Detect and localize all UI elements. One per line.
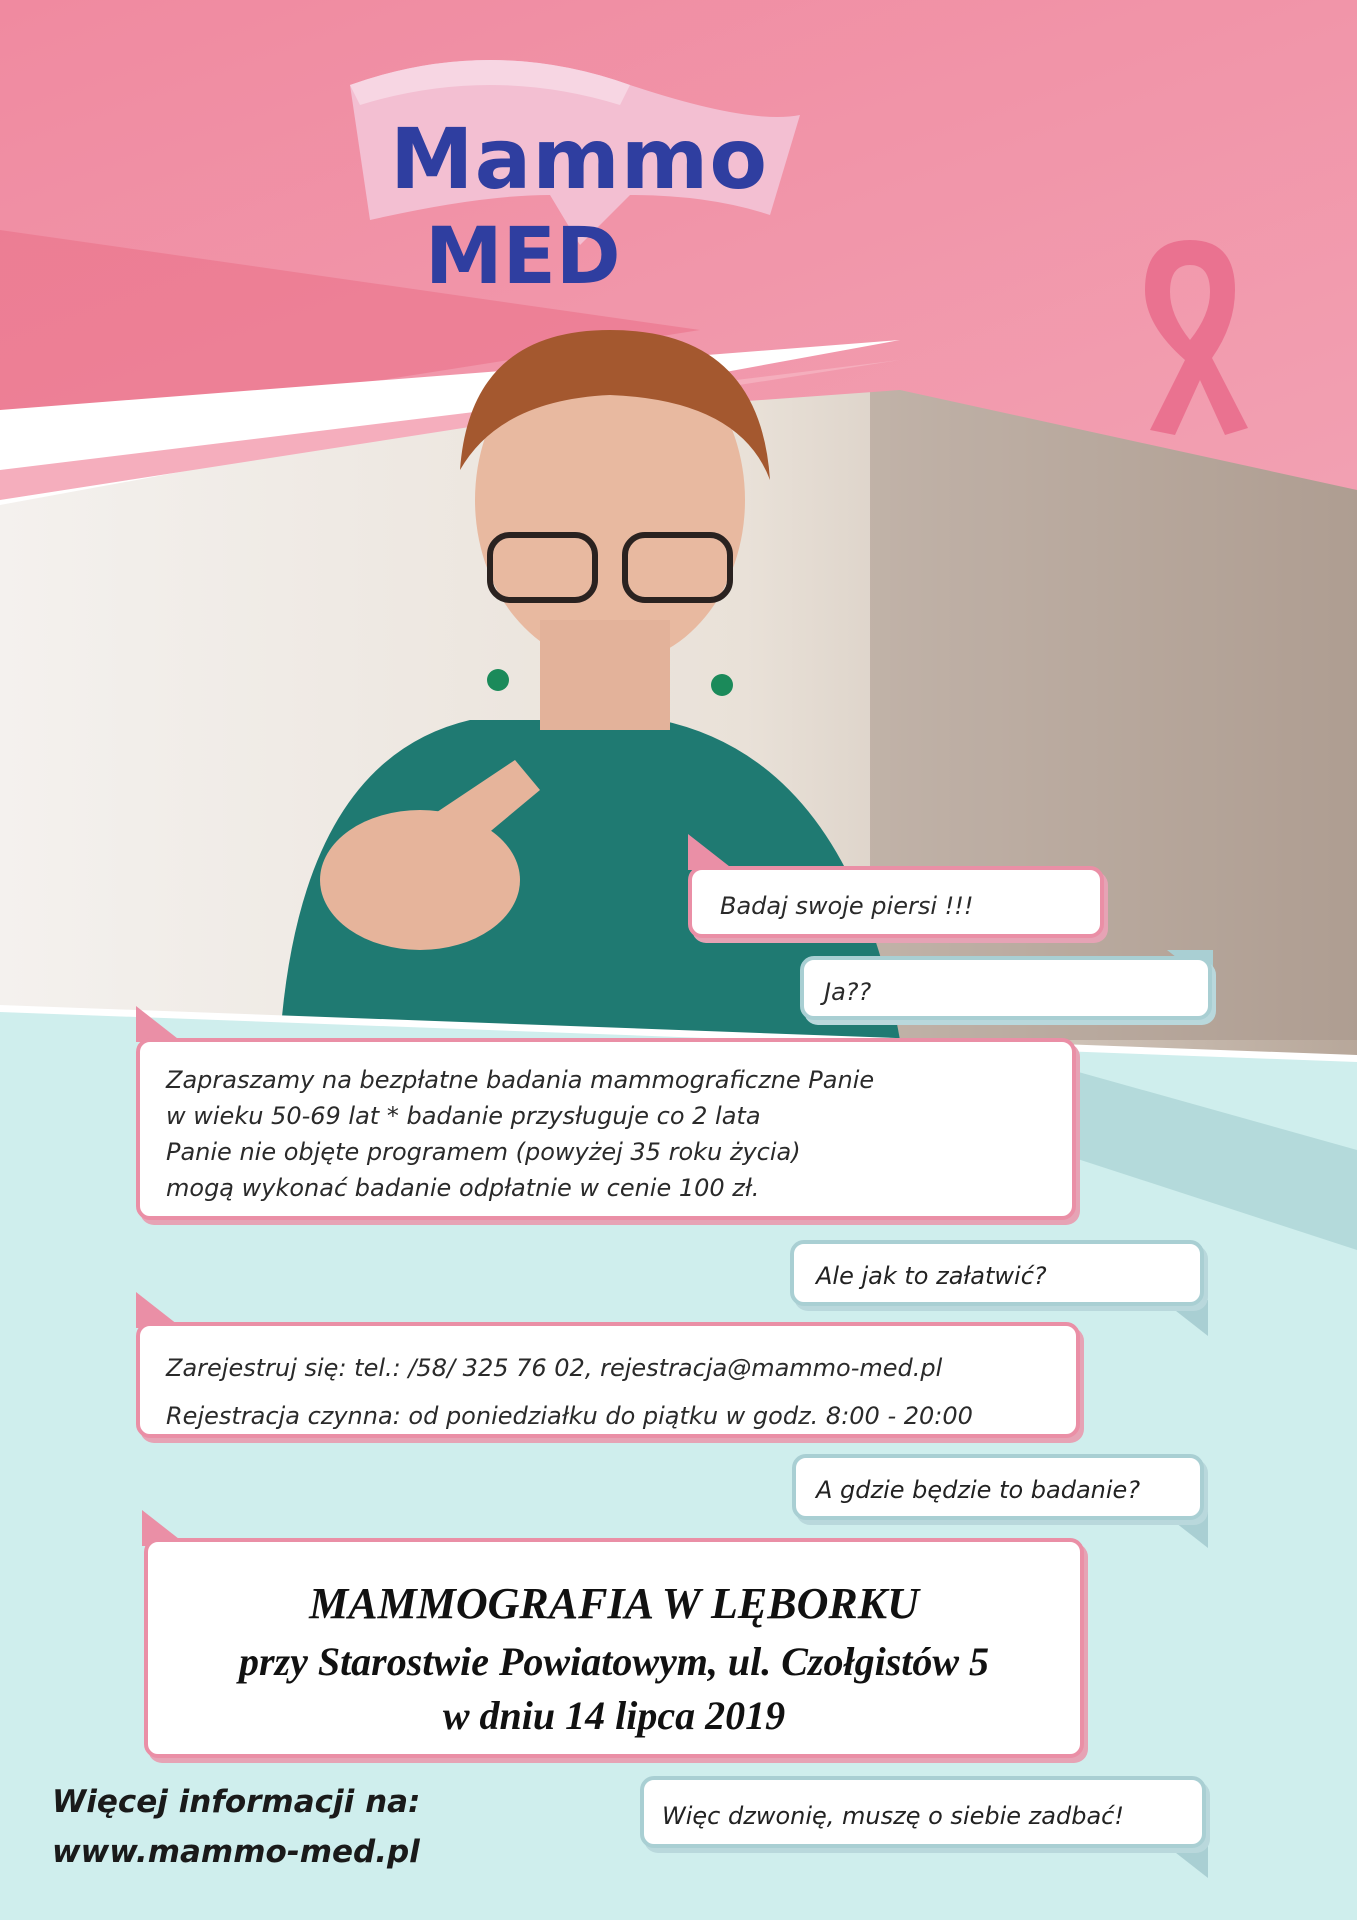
bubble-tail xyxy=(134,1006,184,1042)
pink-ribbon-icon xyxy=(1130,230,1250,440)
logo-line1: Mammo xyxy=(390,110,769,208)
bubble-ja xyxy=(800,956,1212,1020)
info-line-1: Zapraszamy na bezpłatne badania mammograficzne Panie xyxy=(166,1066,875,1094)
logo-line2: MED xyxy=(425,212,621,302)
bubble-tail xyxy=(686,834,736,870)
bubble-jak xyxy=(790,1240,1204,1306)
location-address: przy Starostwie Powiatowym, ul. Czołgistów 5 xyxy=(238,1639,990,1684)
bubble-gdzie xyxy=(792,1454,1204,1520)
info-line-4: mogą wykonać badanie odpłatnie w cenie 100 zł. xyxy=(166,1174,760,1202)
bubble-badaj xyxy=(688,866,1104,938)
footer-website-link[interactable]: www.mammo-med.pl xyxy=(52,1834,420,1870)
info-line-3: Panie nie objęte programem (powyżej 35 roku życia) xyxy=(166,1138,801,1166)
bubble-info xyxy=(136,1038,1076,1220)
bubble-register xyxy=(136,1322,1080,1438)
location-date: w dniu 14 lipca 2019 xyxy=(442,1693,786,1738)
bubble-location xyxy=(144,1538,1084,1758)
bubble-dzwonie xyxy=(640,1776,1206,1848)
footer-info-label: Więcej informacji na: xyxy=(52,1784,421,1820)
bubble-ja-text: Ja?? xyxy=(824,978,872,1006)
location-title: MAMMOGRAFIA W LĘBORKU xyxy=(309,1579,919,1628)
bubble-badaj-text: Badaj swoje piersi !!! xyxy=(720,892,974,920)
bubble-jak-text: Ale jak to załatwić? xyxy=(816,1262,1047,1290)
register-line-2: Rejestracja czynna: od poniedziałku do piątku w godz. 8:00 - 20:00 xyxy=(166,1402,973,1430)
bubble-dzwonie-text: Więc dzwonię, muszę o siebie zadbać! xyxy=(662,1802,1124,1830)
bubble-gdzie-text: A gdzie będzie to badanie? xyxy=(816,1476,1141,1504)
register-line-1: Zarejestruj się: tel.: /58/ 325 76 02, rejestracja@mammo-med.pl xyxy=(166,1354,943,1382)
info-line-2: w wieku 50-69 lat * badanie przysługuje co 2 lata xyxy=(166,1102,761,1130)
